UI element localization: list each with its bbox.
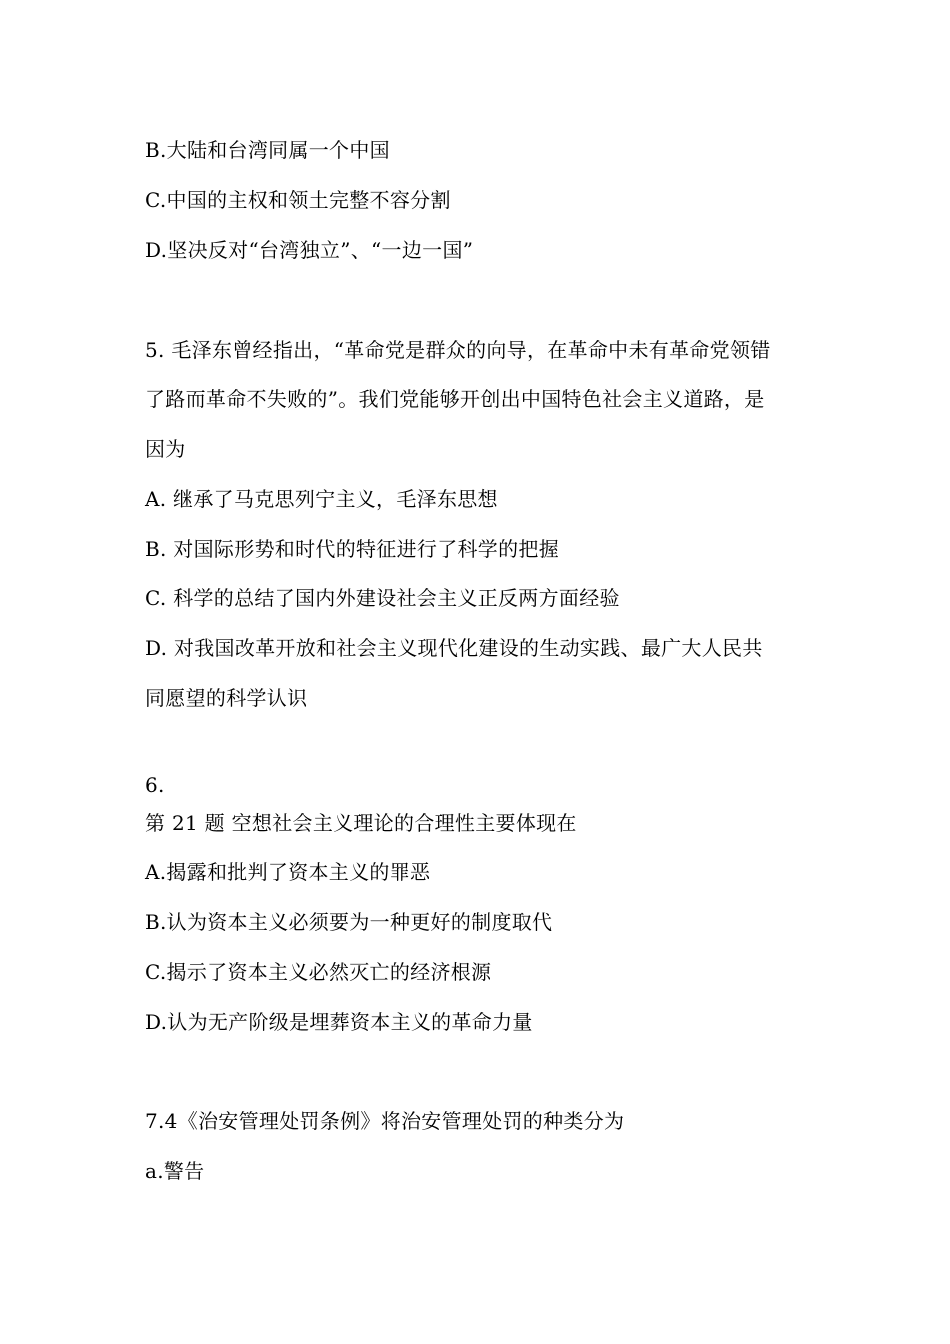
q6-option-a: A.揭露和批判了资本主义的罪恶 — [145, 860, 431, 884]
q5-option-a: A. 继承了马克思列宁主义，毛泽东思想 — [145, 487, 498, 511]
q5-option-d-line-1: D. 对我国改革开放和社会主义现代化建设的生动实践、最广大人民共 — [145, 636, 763, 660]
q6-option-d: D.认为无产阶级是埋葬资本主义的革命力量 — [145, 1010, 533, 1034]
q7-stem: 7.4《治安管理处罚条例》将治安管理处罚的种类分为 — [145, 1109, 625, 1133]
q6-option-c: C.揭示了资本主义必然灭亡的经济根源 — [145, 960, 492, 984]
q5-stem-line-1: 5. 毛泽东曾经指出，“革命党是群众的向导，在革命中未有革命党领错 — [145, 338, 771, 362]
q6-stem: 第 21 题 空想社会主义理论的合理性主要体现在 — [145, 811, 577, 835]
q5-option-b: B. 对国际形势和时代的特征进行了科学的把握 — [145, 537, 560, 561]
q4-option-b: B.大陆和台湾同属一个中国 — [145, 138, 390, 162]
q7-option-a: a.警告 — [145, 1159, 205, 1183]
q5-option-c: C. 科学的总结了国内外建设社会主义正反两方面经验 — [145, 586, 620, 610]
q4-option-c: C.中国的主权和领土完整不容分割 — [145, 188, 451, 212]
q4-option-d: D.坚决反对“台湾独立”、“一边一国” — [145, 238, 474, 262]
q5-stem-line-2: 了路而革命不失败的”。我们党能够开创出中国特色社会主义道路，是 — [145, 387, 765, 411]
q5-option-d-line-2: 同愿望的科学认识 — [145, 686, 308, 710]
q6-option-b: B.认为资本主义必须要为一种更好的制度取代 — [145, 910, 553, 934]
q6-number: 6. — [145, 773, 165, 797]
q5-stem-line-3: 因为 — [145, 437, 186, 461]
